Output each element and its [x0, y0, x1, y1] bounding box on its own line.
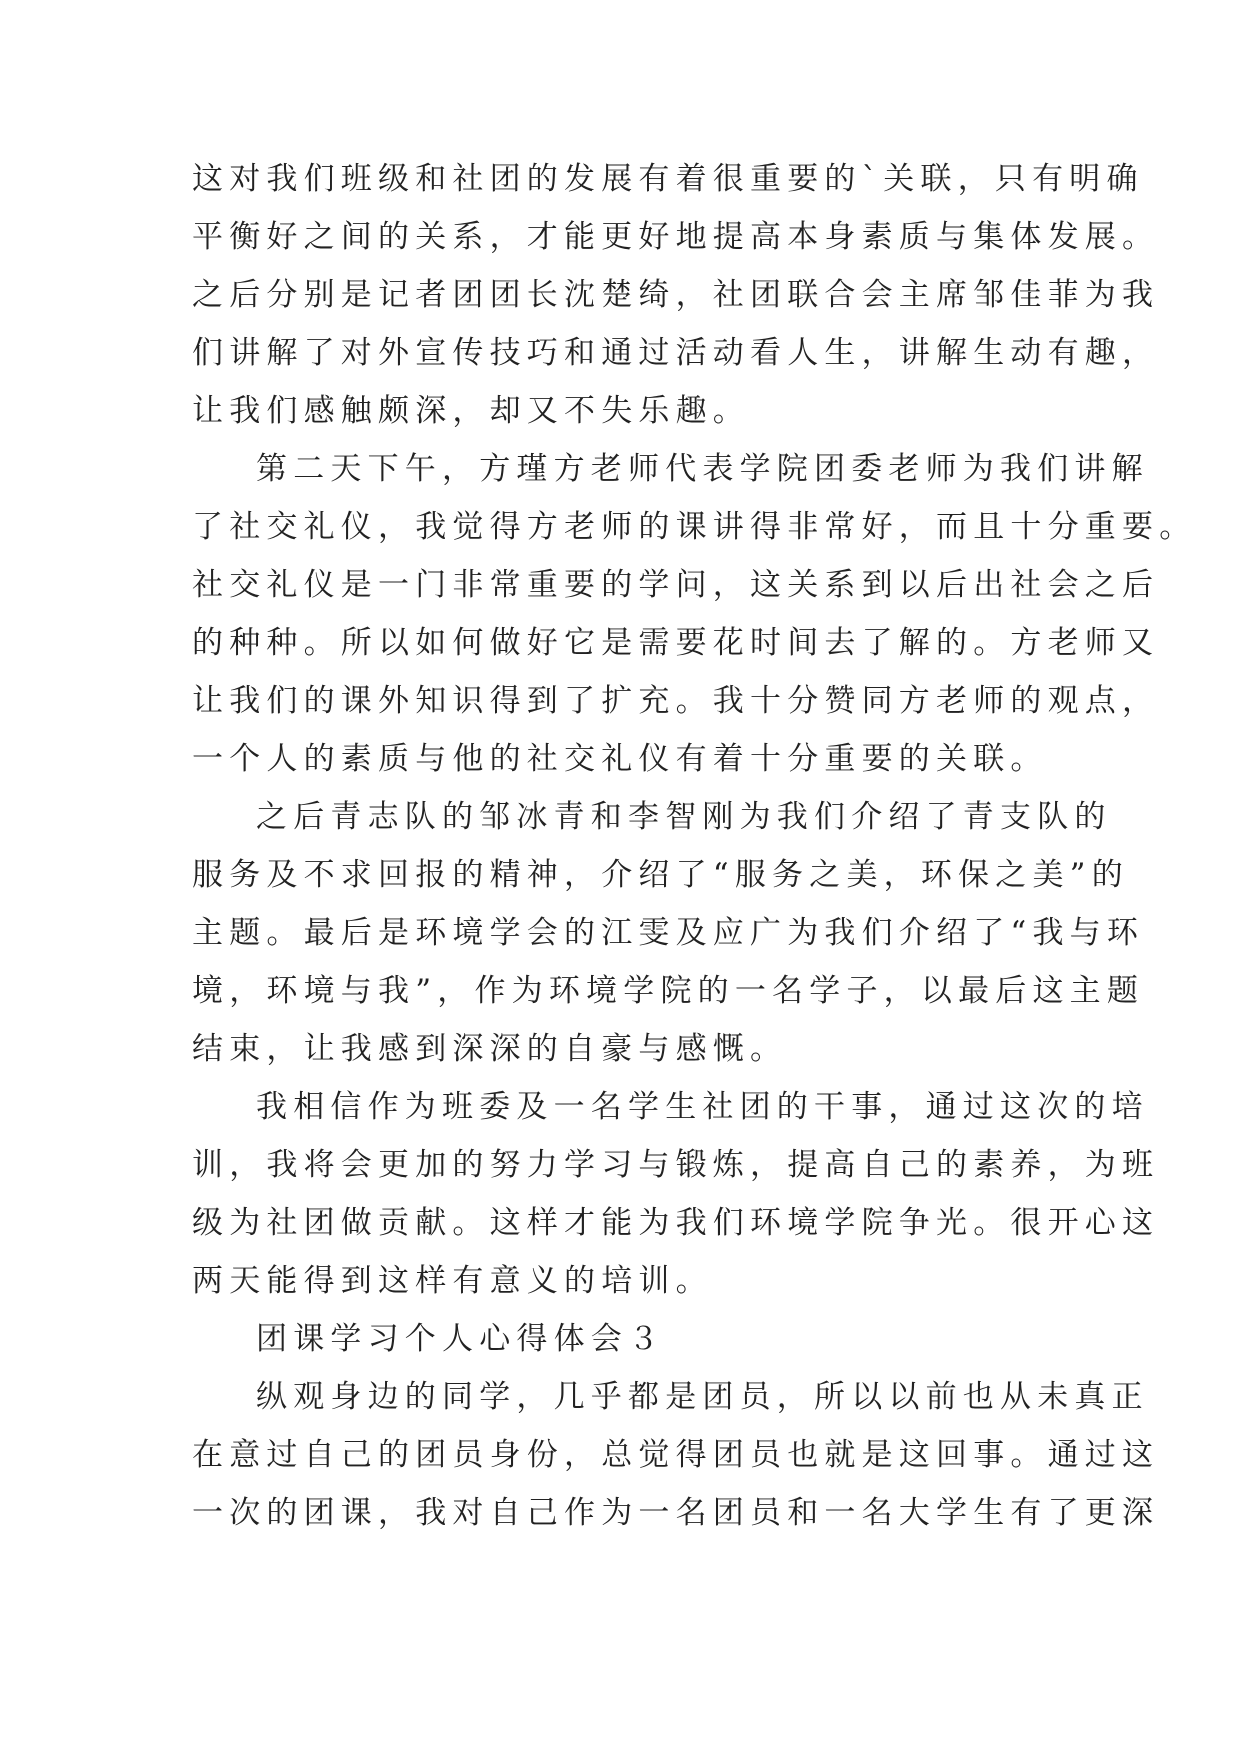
text-line: 境，环境与我”，作为环境学院的一名学子，以最后这主题 — [192, 973, 1145, 1009]
text-line: 一个人的素质与他的社交礼仪有着十分重要的关联。 — [192, 741, 1048, 777]
text-line: 这对我们班级和社团的发展有着很重要的`关联，只有明确 — [192, 161, 1144, 197]
text-line: 结束，让我感到深深的自豪与感慨。 — [192, 1031, 788, 1067]
text-line: 训，我将会更加的努力学习与锻炼，提高自己的素养，为班 — [192, 1147, 1160, 1183]
text-line: 两天能得到这样有意义的培训。 — [192, 1263, 713, 1299]
text-line: 主题。最后是环境学会的江雯及应广为我们介绍了“我与环 — [192, 915, 1145, 951]
text-line: 的种种。所以如何做好它是需要花时间去了解的。方老师又 — [192, 625, 1160, 661]
paragraph-first-line: 团课学习个人心得体会３ — [256, 1321, 666, 1357]
paragraph-first-line: 我相信作为班委及一名学生社团的干事，通过这次的培 — [256, 1089, 1149, 1125]
text-line: 之后分别是记者团团长沈楚绮，社团联合会主席邹佳菲为我 — [192, 277, 1160, 313]
text-line: 服务及不求回报的精神，介绍了“服务之美，环保之美”的 — [192, 857, 1129, 893]
paragraph-first-line: 第二天下午，方瑾方老师代表学院团委老师为我们讲解 — [256, 451, 1149, 487]
document-body — [192, 150, 1197, 1542]
text-line: 社交礼仪是一门非常重要的学问，这关系到以后出社会之后 — [192, 567, 1160, 603]
text-line: 了社交礼仪，我觉得方老师的课讲得非常好，而且十分重要。 — [192, 509, 1197, 545]
text-line: 让我们感触颇深，却又不失乐趣。 — [192, 393, 750, 429]
text-line: 在意过自己的团员身份，总觉得团员也就是这回事。通过这 — [192, 1437, 1160, 1473]
text-line: 平衡好之间的关系，才能更好地提高本身素质与集体发展。 — [192, 219, 1160, 255]
paragraph-first-line: 纵观身边的同学，几乎都是团员，所以以前也从未真正 — [256, 1379, 1149, 1415]
text-line: 们讲解了对外宣传技巧和通过活动看人生，讲解生动有趣， — [192, 335, 1160, 371]
text-line: 一次的团课，我对自己作为一名团员和一名大学生有了更深 — [192, 1495, 1160, 1531]
paragraph-first-line: 之后青志队的邹冰青和李智刚为我们介绍了青支队的 — [256, 799, 1112, 835]
text-line: 级为社团做贡献。这样才能为我们环境学院争光。很开心这 — [192, 1205, 1160, 1241]
text-line: 让我们的课外知识得到了扩充。我十分赞同方老师的观点， — [192, 683, 1160, 719]
